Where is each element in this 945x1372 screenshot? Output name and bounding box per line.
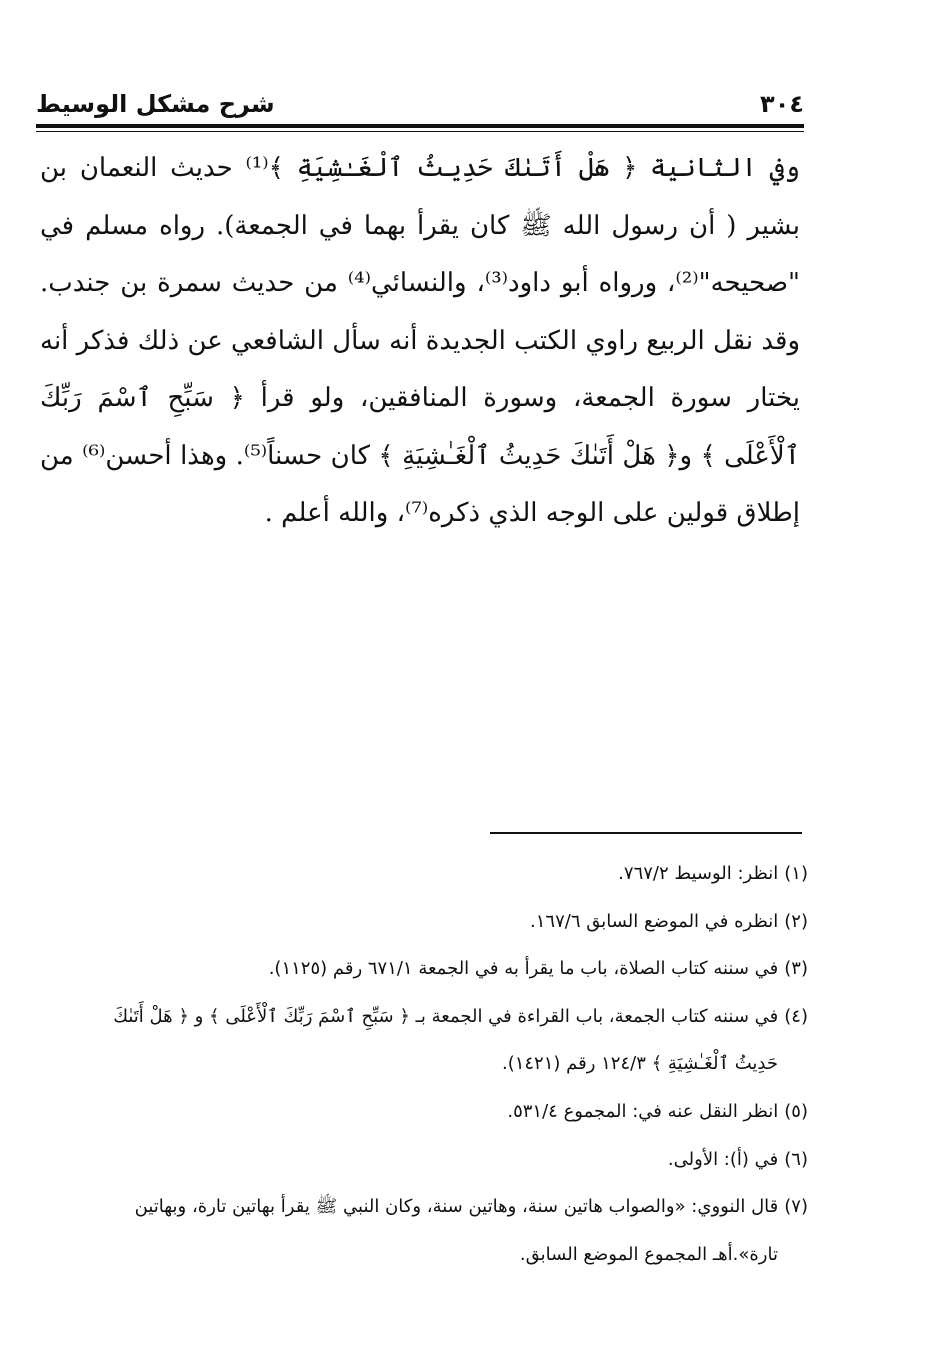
footnote-5 bbox=[40, 1088, 808, 1136]
footnote-number: (٣) bbox=[784, 958, 808, 980]
footnote-number: (٧) bbox=[784, 1196, 808, 1218]
footnote-number: (٤) bbox=[784, 1005, 808, 1027]
footnote-text: في سننه كتاب الجمعة، باب القراءة في الجمعة بـ ﴿ سَبِّحِ ٱسْمَ رَبِّكَ ٱلْأَعْلَى ﴾ و ﴿ هَلْ أَتَىٰكَ bbox=[113, 1005, 779, 1027]
header-rule bbox=[36, 124, 804, 128]
footnote-3 bbox=[40, 945, 808, 993]
footnotes bbox=[40, 850, 808, 1278]
footnote-number: (١) bbox=[784, 863, 808, 884]
footnote-separator bbox=[490, 832, 802, 834]
footnote-2 bbox=[40, 898, 808, 946]
footnote-7 bbox=[40, 1183, 808, 1278]
footnote-text: قال النووي: «والصواب هاتين سنة، وهاتين سنة، وكان النبي ﷺ يقرأ بهاتين تارة، وبهاتين bbox=[134, 1196, 779, 1218]
body-paragraph: وفي الثانية ﴿ هَلْ أَتَىٰكَ حَدِيثُ ٱلْغَـٰشِيَةِ ﴾⁽¹⁾ حديث النعمان بن بشير ( أن رسول الله ﷺ كان يقرأ بهما في الجمعة). رواه مسلم في "صحيحه"⁽²⁾، ورواه أبو داود⁽³⁾، والنسائي⁽⁴⁾ من حديث سمرة بن جندب. وقد نقل الربيع راوي الكتب الجديدة أنه سأل الشافعي عن ذلك فذكر أنه يختار سورة الجمعة، وسورة المنافقين، ولو قرأ ﴿ سَبِّحِ ٱسْمَ رَبِّكَ ٱلْأَعْلَى ﴾ و﴿ هَلْ أَتَىٰكَ حَدِيثُ ٱلْغَـٰشِيَةِ ﴾ كان حسناً⁽⁵⁾. وهذا أحسن⁽⁶⁾ من إطلاق قولين على الوجه الذي ذكره⁽⁷⁾، والله أعلم . bbox=[40, 153, 800, 528]
main-text bbox=[40, 140, 800, 543]
footnote-number: (٦) bbox=[784, 1148, 808, 1170]
footnote-number: (٢) bbox=[784, 910, 808, 932]
page-header bbox=[36, 88, 804, 124]
page-number: ٣٠٤ bbox=[760, 90, 804, 118]
footnote-6 bbox=[40, 1136, 808, 1184]
footnote-4 bbox=[40, 993, 808, 1088]
footnote-text: انظر النقل عنه في: المجموع ٥٣١/٤. bbox=[507, 1100, 779, 1122]
footnote-continuation: تارة».أهـ المجموع الموضع السابق. bbox=[519, 1243, 778, 1265]
footnote-text: في (أ): الأولى. bbox=[667, 1148, 779, 1170]
footnote-continuation: حَدِيثُ ٱلْغَـٰشِيَةِ ﴾ ١٢٤/٣ رقم (١٤٢١). bbox=[501, 1053, 778, 1075]
running-title: شرح مشكل الوسيط bbox=[36, 90, 275, 118]
footnote-text: انظره في الموضع السابق ١٦٧/٦. bbox=[530, 910, 779, 932]
footnote-1 bbox=[40, 850, 808, 898]
footnote-number: (٥) bbox=[784, 1100, 808, 1122]
header-rule-thin bbox=[36, 131, 804, 132]
footnote-text: في سننه كتاب الصلاة، باب ما يقرأ به في الجمعة ٦٧١/١ رقم (١١٢٥). bbox=[268, 958, 779, 980]
footnote-text: انظر: الوسيط ٧٦٧/٢. bbox=[618, 863, 779, 884]
